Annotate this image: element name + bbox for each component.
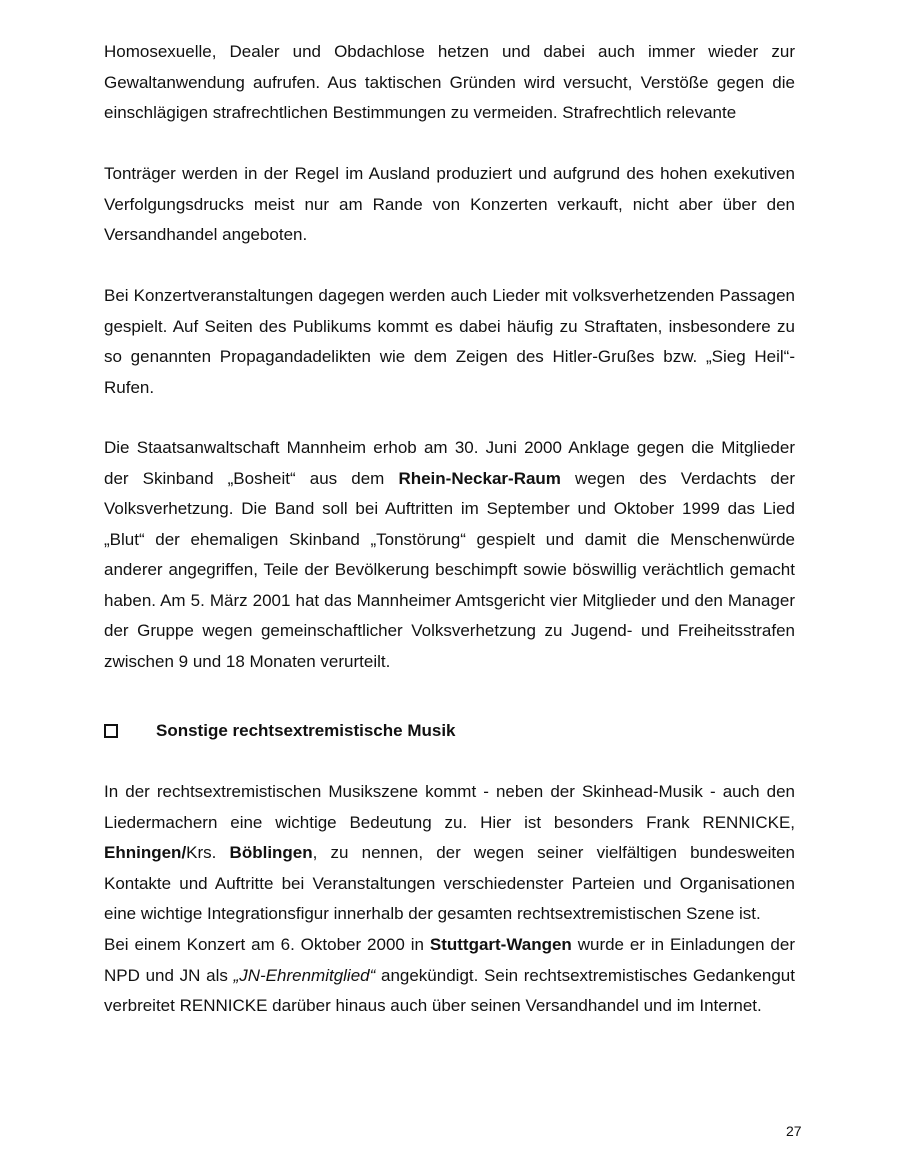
paragraph-4-text-2: wegen des Verdachts der Volksverhetzung. Die Band soll bei Auftritten im September und Oktober 1999 das Lied „Blut“ der ehemaligen Skinband „Tonstörung“ gespielt und damit die Menschenwürde anderer angegriffen, Teile der Bevölkerung beschimpft sowie böswillig verächtlich gemacht haben. Am 5. März 2001 hat das Mannheimer Amtsgericht vier Mitglieder und den Manager der Gruppe wegen gemeinschaftlicher Volksverhetzung zu Jugend- und Freiheitsstrafen zwischen 9 und 18 Monaten verurteilt.: [104, 468, 795, 671]
paragraph-1: Homosexuelle, Dealer und Obdachlose hetzen und dabei auch immer wieder zur Gewaltanwendung aufrufen. Aus taktischen Gründen wird versucht, Verstöße gegen die einschlägigen strafrechtlichen Bestimmungen zu vermeiden. Strafrechtlich relevante: [104, 42, 795, 122]
place-rhein-neckar-raum: Rhein-Neckar-Raum: [398, 468, 561, 488]
place-stuttgart-wangen: Stuttgart-Wangen: [429, 935, 572, 954]
paragraph-6-text-3: angekündigt. Sein rechtsextremistisches Gedankengut verbreitet RENNICKE darüber hinaus auch über seinen Versandhandel und im Internet.: [104, 965, 795, 1015]
paragraph-5: [104, 777, 795, 930]
page-number: 27: [786, 1123, 802, 1139]
place-boeblingen: Böblingen: [229, 843, 313, 862]
checkbox-bullet-icon: [104, 724, 118, 738]
paragraph-5-text-3: , zu nennen, der wegen seiner vielfältigen bundesweiten Kontakte und Auftritte bei Veranstaltungen verschiedenster Parteien und Organisationen eine wichtige Integrationsfigur innerhalb der gesamten rechtsextremistischen Szene ist.: [104, 843, 795, 923]
paragraph-6-text-1: Bei einem Konzert am 6. Oktober 2000 in: [104, 935, 430, 954]
paragraph-6-text-2: wurde er in Einladungen der NPD und JN als: [104, 935, 795, 985]
paragraph-2: Tonträger werden in der Regel im Ausland produziert und aufgrund des hohen exekutiven Verfolgungsdrucks meist nur am Rande von Konzerten verkauft, nicht aber über den Versandhandel angeboten.: [104, 164, 795, 244]
jn-ehrenmitglied-quote: „JN-Ehrenmitglied“: [233, 965, 376, 985]
paragraph-5-text-2: Krs.: [186, 843, 230, 862]
place-ehningen: Ehningen/: [104, 843, 187, 862]
paragraph-3: Bei Konzertveranstaltungen dagegen werden auch Lieder mit volksverhetzenden Passagen gespielt. Auf Seiten des Publikums kommt es dabei häufig zu Straftaten, insbesondere zu so genannten Propagandadelikten wie dem Zeigen des Hitler-Grußes bzw. „Sieg Heil“-Rufen.: [104, 286, 795, 397]
section-heading-text: Sonstige rechtsextremistische Musik: [156, 721, 456, 740]
section-heading: [104, 717, 456, 745]
paragraph-6: [104, 930, 795, 1022]
paragraph-4-text-1: Die Staatsanwaltschaft Mannheim erhob am 30. Juni 2000 Anklage gegen die Mitglieder der Skinband „Bosheit“ aus dem: [104, 438, 795, 488]
paragraph-4: [104, 433, 795, 677]
paragraph-5-text-1: In der rechtsextremistischen Musikszene kommt - neben der Skinhead-Musik - auch den Liedermachern eine wichtige Bedeutung zu. Hier ist besonders Frank RENNICKE,: [104, 782, 795, 832]
